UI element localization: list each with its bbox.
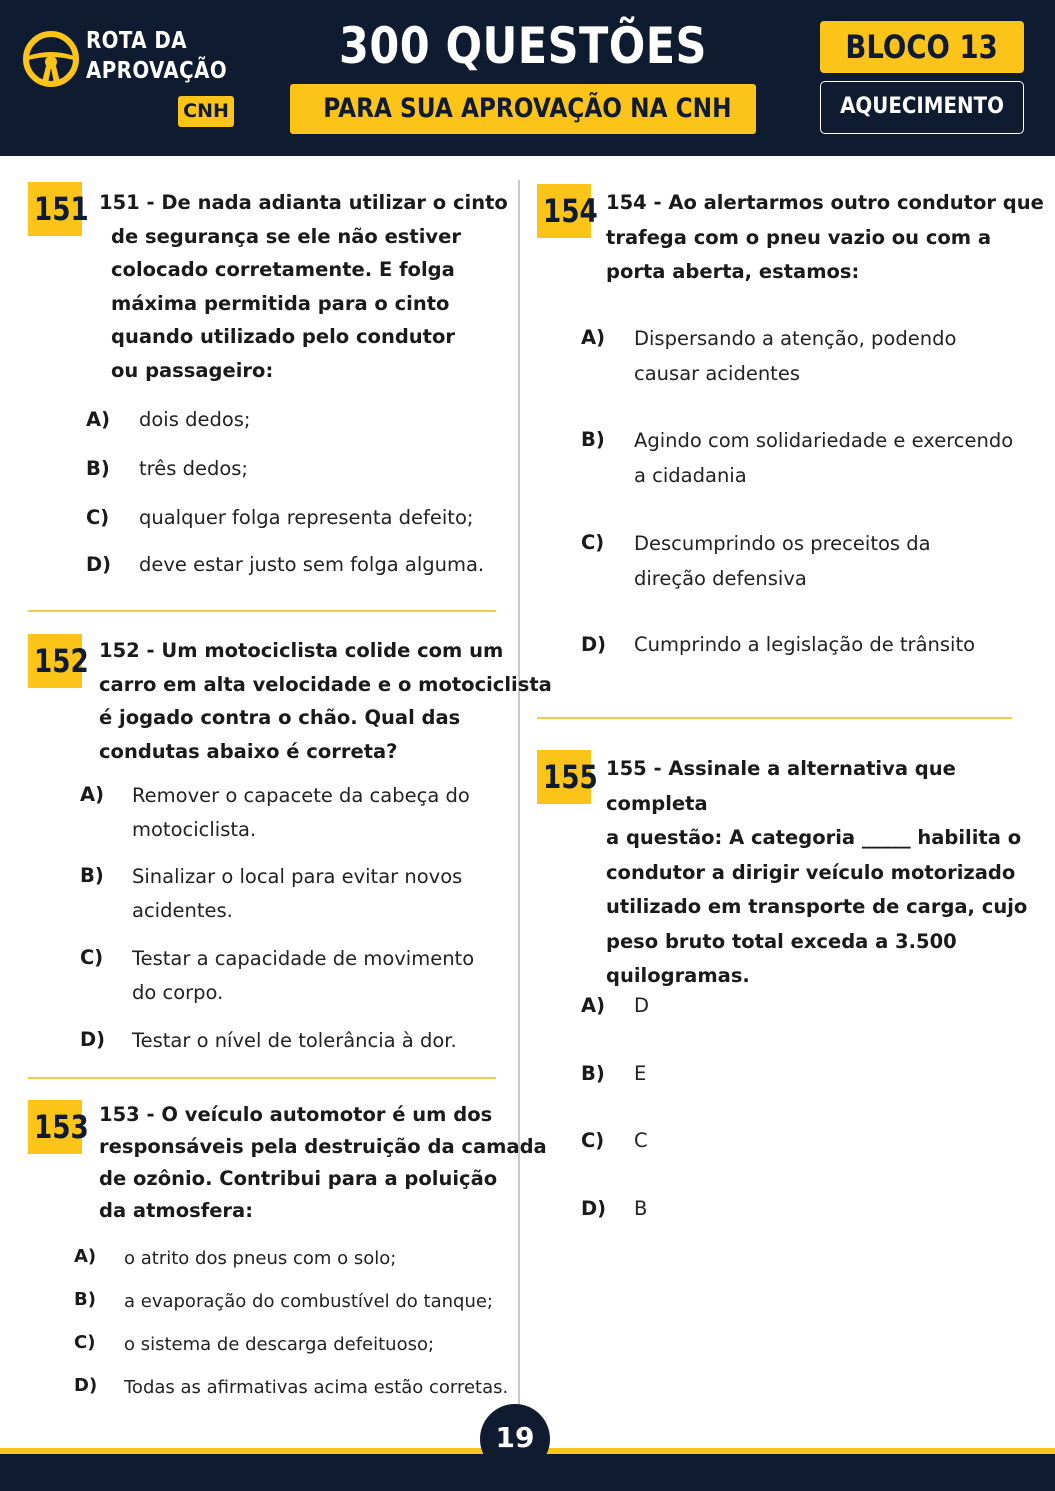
option-text xyxy=(132,860,462,928)
option-letter: D) xyxy=(74,1375,98,1396)
option-line: direção defensiva xyxy=(634,567,807,590)
option-letter: C) xyxy=(581,1129,605,1152)
page-number: 19 xyxy=(480,1404,550,1474)
question-number: 154 xyxy=(543,192,598,230)
option-text: três dedos; xyxy=(139,457,249,480)
option-letter: C) xyxy=(80,946,104,969)
question-line: de segurança se ele não estiver xyxy=(111,224,461,248)
option-letter: D) xyxy=(581,633,607,656)
question-line: 152 - Um motociclista colide com um xyxy=(99,639,504,662)
option-text: B xyxy=(634,1197,648,1220)
page-subtitle-text: PARA SUA APROVAÇÃO NA CNH xyxy=(323,93,732,124)
option-text: deve estar justo sem folga alguma. xyxy=(139,553,485,576)
option-text: C xyxy=(634,1129,648,1152)
option-text: o sistema de descarga defeituoso; xyxy=(124,1334,435,1355)
question-number: 153 xyxy=(34,1108,89,1146)
question-line: carro em alta velocidade e o motociclista xyxy=(99,672,552,696)
option-text: o atrito dos pneus com o solo; xyxy=(124,1248,397,1269)
question-number: 152 xyxy=(34,642,89,680)
question-separator xyxy=(28,1077,496,1079)
option-line: Dispersando a atenção, podendo xyxy=(634,327,957,350)
option-letter: D) xyxy=(581,1197,607,1220)
option-text: Cumprindo a legislação de trânsito xyxy=(634,633,976,656)
question-separator xyxy=(537,717,1012,719)
option-letter: A) xyxy=(80,783,105,806)
option-line: Sinalizar o local para evitar novos xyxy=(132,865,463,888)
question-line: 153 - O veículo automotor é um dos xyxy=(99,1103,493,1126)
page-header xyxy=(0,0,1055,156)
option-letter: D) xyxy=(86,553,112,576)
option-line: Descumprindo os preceitos da xyxy=(634,532,931,555)
question-line: de ozônio. Contribui para a poluição xyxy=(99,1167,498,1190)
option-text: a evaporação do combustível do tanque; xyxy=(124,1291,493,1312)
option-text xyxy=(634,423,1013,493)
option-letter: A) xyxy=(581,326,606,349)
option-letter: B) xyxy=(80,864,104,887)
question-number: 155 xyxy=(543,758,598,796)
option-letter: C) xyxy=(74,1332,96,1353)
option-letter: B) xyxy=(581,1062,605,1085)
option-text: Todas as afirmativas acima estão corretas. xyxy=(124,1377,509,1398)
question-text xyxy=(99,1099,547,1227)
question-number-badge xyxy=(537,184,598,238)
question-line: quando utilizado pelo condutor xyxy=(111,325,456,348)
question-line: da atmosfera: xyxy=(99,1199,253,1222)
question-line: máxima permitida para o cinto xyxy=(111,291,450,315)
option-letter: B) xyxy=(86,457,110,480)
question-line: condutas abaixo é correta? xyxy=(99,739,398,763)
option-line: Agindo com solidariedade e exercendo xyxy=(634,429,1014,452)
page-subtitle xyxy=(290,84,756,134)
question-line: peso bruto total exceda a 3.500 xyxy=(606,929,957,953)
question-text xyxy=(99,186,508,387)
option-line: acidentes. xyxy=(132,899,233,922)
option-text: qualquer folga representa defeito; xyxy=(139,506,474,529)
option-letter: A) xyxy=(581,994,606,1017)
question-number-badge xyxy=(28,182,89,236)
question-line: utilizado em transporte de carga, cujo xyxy=(606,895,1028,918)
option-text xyxy=(634,526,931,596)
question-number: 151 xyxy=(34,190,89,228)
question-line: ou passageiro: xyxy=(111,358,274,382)
option-line: motociclista. xyxy=(132,818,257,841)
option-letter: C) xyxy=(86,506,110,529)
question-line: condutor a dirigir veículo motorizado xyxy=(606,860,1016,884)
question-line: porta aberta, estamos: xyxy=(606,260,860,283)
option-letter: A) xyxy=(74,1246,97,1267)
option-text: E xyxy=(634,1062,647,1085)
question-line: quilogramas. xyxy=(606,964,750,987)
question-text xyxy=(99,634,552,768)
option-line: causar acidentes xyxy=(634,362,800,385)
question-line: responsáveis pela destruição da camada xyxy=(99,1135,547,1158)
question-number-badge xyxy=(537,750,598,804)
option-text: Testar o nível de tolerância à dor. xyxy=(132,1029,457,1052)
option-text xyxy=(132,942,474,1010)
block-badge xyxy=(820,21,1024,73)
question-number-badge xyxy=(28,634,89,688)
mode-label xyxy=(820,81,1024,134)
option-letter: D) xyxy=(80,1028,106,1051)
option-text: dois dedos; xyxy=(139,408,251,431)
option-letter: B) xyxy=(581,428,605,451)
option-text xyxy=(634,321,956,391)
steering-wheel-icon xyxy=(22,26,80,90)
option-letter: C) xyxy=(581,531,605,554)
brand-badge: CNH xyxy=(178,96,234,127)
page-title: 300 QUESTÕES xyxy=(339,17,707,75)
option-letter: A) xyxy=(86,408,111,431)
question-line: 151 - De nada adianta utilizar o cinto xyxy=(99,191,508,214)
option-line: a cidadania xyxy=(634,464,747,487)
question-separator xyxy=(28,610,496,612)
option-line: do corpo. xyxy=(132,981,224,1004)
question-line: colocado corretamente. E folga xyxy=(111,258,455,281)
brand-name-line2: APROVAÇÃO xyxy=(86,58,228,84)
block-badge-text: BLOCO 13 xyxy=(845,28,999,66)
question-line: 154 - Ao alertarmos outro condutor que xyxy=(606,191,1044,214)
brand-name-line1: ROTA DA xyxy=(86,28,187,54)
option-text: D xyxy=(634,994,650,1017)
question-line: é jogado contra o chão. Qual das xyxy=(99,706,461,729)
question-number-badge xyxy=(28,1100,89,1154)
question-text xyxy=(606,752,1055,994)
question-line: a questão: A categoria _____ habilita o xyxy=(606,826,1022,849)
option-text xyxy=(132,779,470,847)
question-line: trafega com o pneu vazio ou com a xyxy=(606,225,992,249)
option-line: Remover o capacete da cabeça do xyxy=(132,784,470,807)
mode-label-text: AQUECIMENTO xyxy=(840,94,1004,119)
option-line: Testar a capacidade de movimento xyxy=(132,947,475,970)
question-line: 155 - Assinale a alternativa que completa xyxy=(606,757,956,815)
option-letter: B) xyxy=(74,1289,96,1310)
question-text xyxy=(606,186,1044,290)
